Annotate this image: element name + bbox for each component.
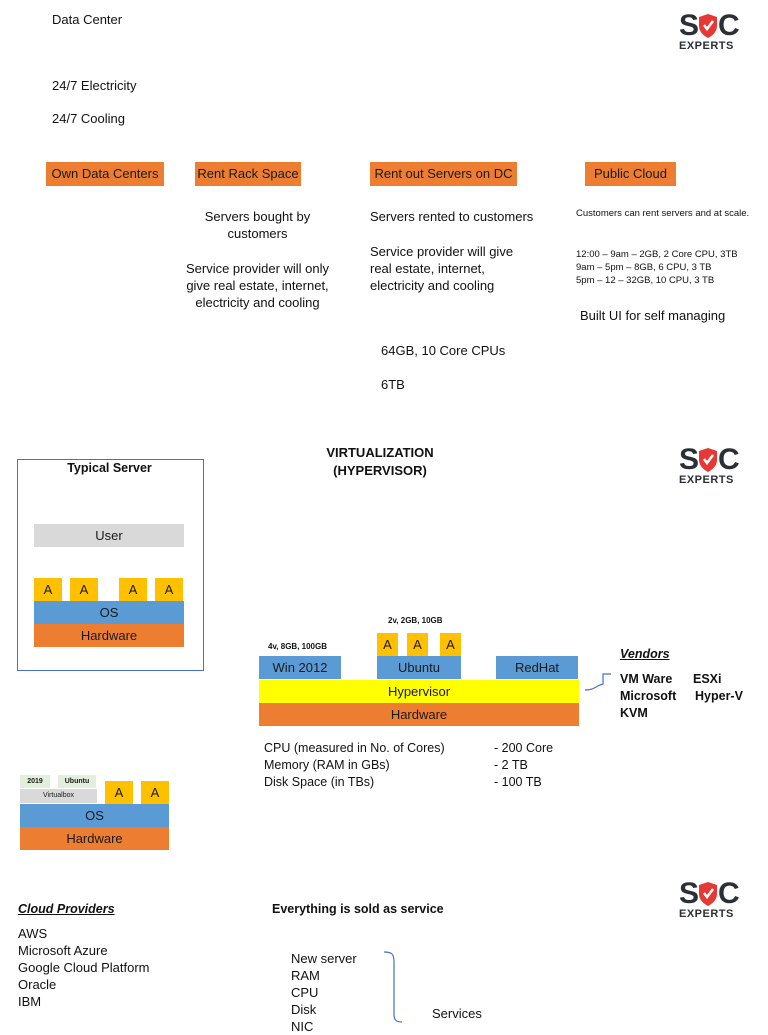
logo-subtitle: EXPERTS	[679, 908, 734, 920]
shield-icon	[698, 881, 718, 907]
logo-letter-c: C	[718, 877, 739, 910]
app-block: A	[407, 633, 428, 656]
services-list	[291, 950, 357, 1035]
hypervisor-layer: Hypervisor	[259, 680, 579, 703]
vm-redhat: RedHat	[496, 656, 578, 679]
app-block: A	[141, 781, 169, 804]
user-layer: User	[34, 524, 184, 547]
vendor-hyper-v: Hyper-V	[695, 689, 743, 703]
app-block: A	[34, 578, 62, 601]
services-brace-icon	[382, 950, 404, 1024]
cloud-desc: Customers can rent servers and at scale.	[576, 208, 750, 219]
vendor-kvm: KVM	[620, 706, 648, 720]
rent-desc-1: Servers rented to customers	[370, 209, 534, 224]
rent-desc-2: Service provider will give real estate, internet, electricity and cooling	[370, 244, 514, 293]
virtualization-title: VIRTUALIZATION	[326, 445, 434, 460]
logo-subtitle: EXPERTS	[679, 40, 734, 52]
vb-ubuntu: Ubuntu	[58, 775, 96, 788]
provider-oracle: Oracle	[18, 977, 57, 992]
provider-ibm: IBM	[18, 994, 42, 1009]
resource-cpu: CPU (measured in No. of Cores)	[264, 741, 445, 755]
app-block: A	[377, 633, 398, 656]
service-cpu: CPU	[291, 985, 319, 1000]
os-layer: OS	[34, 601, 184, 624]
rack-desc-2: Service provider will only give real estate, internet, electricity and cooling	[185, 261, 330, 310]
provider-gcp: Google Cloud Platform	[18, 960, 150, 975]
req-electricity: 24/7 Electricity	[52, 78, 137, 93]
cloud-schedule-1: 12:00 – 9am – 2GB, 2 Core CPU, 3TB	[576, 249, 738, 260]
virtualbox-layer: Virtualbox	[20, 789, 97, 803]
rent-spec-1: 64GB, 10 Core CPUs	[381, 343, 506, 358]
cloud-providers-list	[18, 925, 150, 1010]
service-nic: NIC	[291, 1019, 314, 1034]
resource-disk: Disk Space (in TBs)	[264, 775, 375, 789]
req-cooling: 24/7 Cooling	[52, 111, 125, 126]
app-block: A	[155, 578, 183, 601]
hardware-layer: Hardware	[34, 624, 184, 647]
vb-os-layer: OS	[20, 804, 169, 827]
cloud-providers-title: Cloud Providers	[18, 902, 115, 916]
typical-server-title: Typical Server	[67, 461, 152, 475]
vb-2019: 2019	[20, 775, 50, 788]
app-block: A	[440, 633, 461, 656]
hypervisor-subtitle: (HYPERVISOR)	[333, 463, 427, 478]
resource-cpu-value: - 200 Core	[494, 741, 554, 755]
services-label: Services	[432, 1006, 482, 1021]
vendors-title: Vendors	[620, 647, 670, 661]
tab-rent-out-servers[interactable]: Rent out Servers on DC	[370, 162, 517, 186]
shield-icon	[698, 447, 718, 473]
vendor-esxi: ESXi	[693, 672, 722, 686]
cloud-schedule-2: 9am – 5pm – 8GB, 6 CPU, 3 TB	[576, 262, 712, 273]
provider-aws: AWS	[18, 926, 48, 941]
app-block: A	[70, 578, 98, 601]
rack-desc-1: Servers bought by customers	[204, 209, 311, 241]
tab-public-cloud[interactable]: Public Cloud	[585, 162, 676, 186]
logo-letter-c: C	[718, 443, 739, 476]
vm-ubuntu: Ubuntu	[377, 656, 461, 679]
logo-subtitle: EXPERTS	[679, 474, 734, 486]
resource-disk-value: - 100 TB	[494, 775, 542, 789]
vendor-vmware: VM Ware	[620, 672, 673, 686]
vendor-bracket-icon	[583, 672, 613, 696]
everything-as-service: Everything is sold as service	[272, 902, 444, 916]
provider-azure: Microsoft Azure	[18, 943, 108, 958]
resource-memory: Memory (RAM in GBs)	[264, 758, 390, 772]
app-block: A	[105, 781, 133, 804]
win-spec: 4v, 8GB, 100GB	[268, 642, 327, 651]
cloud-ui: Built UI for self managing	[580, 308, 726, 323]
soc-experts-logo	[679, 443, 749, 486]
vm-win-2012: Win 2012	[259, 656, 341, 679]
tab-own-data-centers[interactable]: Own Data Centers	[46, 162, 164, 186]
tab-rent-rack-space[interactable]: Rent Rack Space	[195, 162, 301, 186]
ubuntu-spec: 2v, 2GB, 10GB	[388, 616, 443, 625]
rent-spec-2: 6TB	[381, 377, 405, 392]
soc-experts-logo	[679, 9, 749, 52]
app-block: A	[119, 578, 147, 601]
soc-experts-logo	[679, 877, 749, 920]
logo-letter-c: C	[718, 9, 739, 42]
data-center-title: Data Center	[52, 12, 123, 27]
vb-hardware-layer: Hardware	[20, 827, 169, 850]
logo-letter-s: S	[679, 443, 699, 476]
logo-letter-s: S	[679, 9, 699, 42]
shield-icon	[698, 13, 718, 39]
resource-memory-value: - 2 TB	[494, 758, 528, 772]
vendor-microsoft: Microsoft	[620, 689, 677, 703]
service-ram: RAM	[291, 968, 320, 983]
logo-letter-s: S	[679, 877, 699, 910]
service-disk: Disk	[291, 1002, 317, 1017]
service-new-server: New server	[291, 951, 357, 966]
hypervisor-hardware-layer: Hardware	[259, 703, 579, 726]
cloud-schedule-3: 5pm – 12 – 32GB, 10 CPU, 3 TB	[576, 275, 715, 286]
